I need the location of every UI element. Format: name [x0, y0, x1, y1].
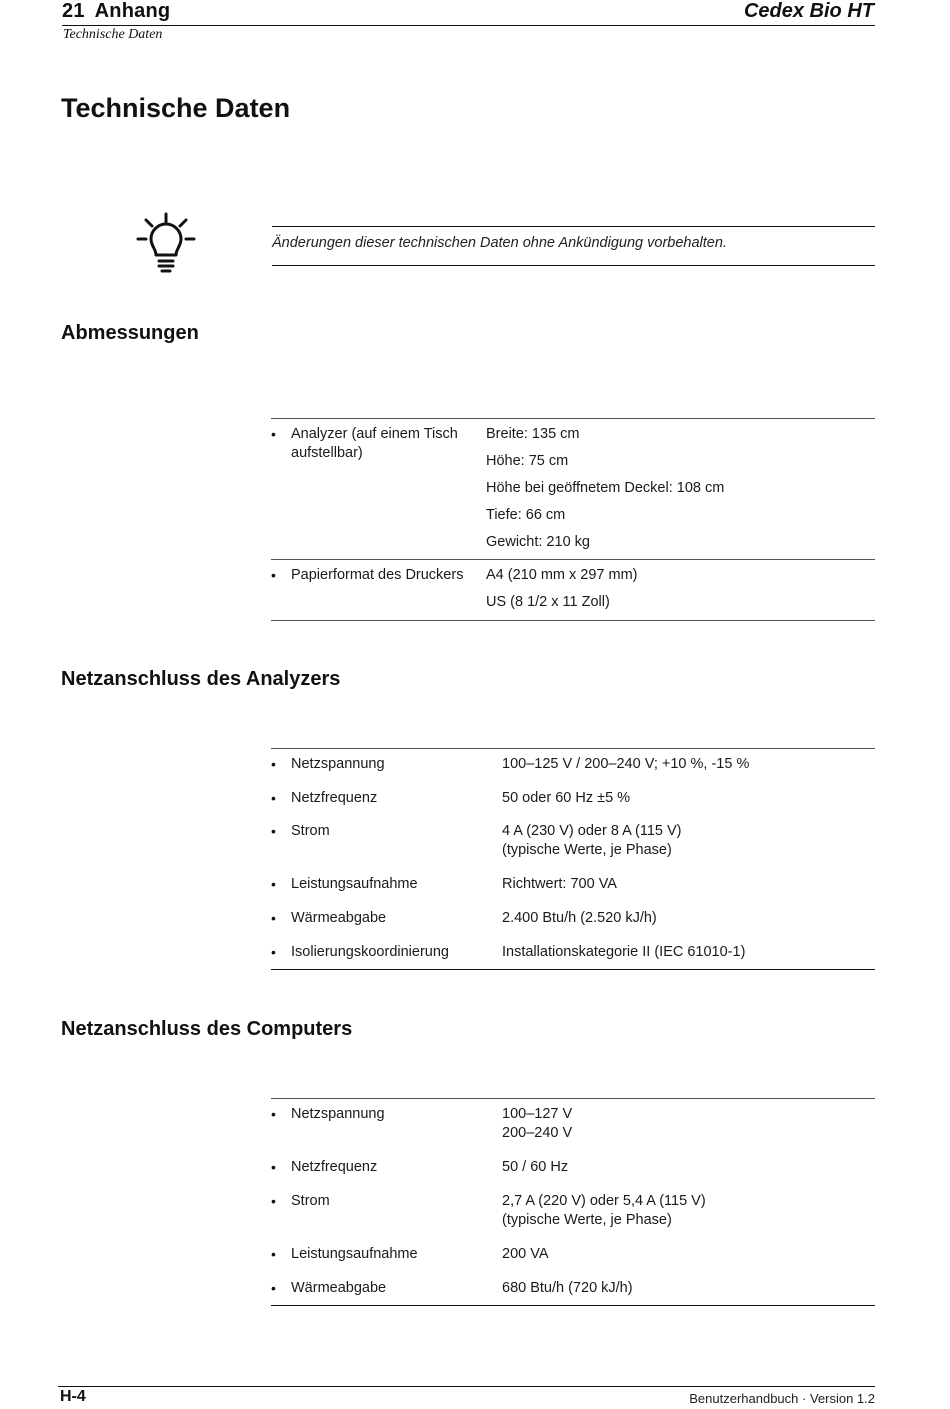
table-rule: [271, 620, 875, 621]
item-label-line: aufstellbar): [291, 445, 363, 461]
item-label: Leistungsaufnahme: [291, 876, 418, 892]
value-hoehe: Höhe: 75 cm: [486, 453, 569, 469]
bullet: •: [271, 426, 276, 442]
bullet: •: [271, 1280, 276, 1296]
item-label-line: Analyzer (auf einem Tisch: [291, 426, 458, 442]
item-label: Leistungsaufnahme: [291, 1246, 418, 1262]
item-label: Netzfrequenz: [291, 1159, 378, 1175]
item-label: Strom: [291, 1193, 330, 1209]
page-title: Technische Daten: [61, 93, 291, 123]
item-value: Richtwert: 700 VA: [502, 876, 617, 892]
item-value: 680 Btu/h (720 kJ/h): [502, 1280, 633, 1296]
item-value-note: (typische Werte, je Phase): [502, 1212, 672, 1228]
item-label: Netzspannung: [291, 1106, 385, 1122]
item-value: 4 A (230 V) oder 8 A (115 V): [502, 823, 682, 839]
item-value: 50 / 60 Hz: [502, 1159, 569, 1175]
bullet: •: [271, 790, 276, 806]
document-version: Benutzerhandbuch · Version 1.2: [689, 1391, 875, 1406]
item-label: Wärmeabgabe: [291, 1280, 387, 1296]
bullet: •: [271, 567, 276, 583]
value-paper-a4: A4 (210 mm x 297 mm): [486, 567, 638, 583]
heading-computer-power: Netzanschluss des Computers: [61, 1018, 353, 1040]
bullet: •: [271, 1193, 276, 1209]
table-rule: [271, 1098, 875, 1099]
item-value: 2.400 Btu/h (2.520 kJ/h): [502, 910, 657, 926]
chapter-number: 21: [62, 0, 85, 22]
item-value: 50 oder 60 Hz ±5 %: [502, 790, 631, 806]
note-text: Änderungen dieser technischen Daten ohne Ankündigung vorbehalten.: [272, 235, 727, 251]
item-value: Installationskategorie II (IEC 61010-1): [502, 944, 746, 960]
bullet: •: [271, 823, 276, 839]
bullet: •: [271, 756, 276, 772]
item-label: Netzfrequenz: [291, 790, 378, 806]
value-gewicht: Gewicht: 210 kg: [486, 534, 590, 550]
page-number: H-4: [60, 1388, 86, 1405]
note-rule-bottom: [272, 265, 875, 266]
table-rule: [271, 559, 875, 560]
item-label: Wärmeabgabe: [291, 910, 387, 926]
item-value: 100–127 V: [502, 1106, 573, 1122]
note-rule-top: [272, 226, 875, 227]
heading-abmessungen: Abmessungen: [61, 322, 199, 344]
table-rule: [271, 748, 875, 749]
footer-rule: [58, 1386, 875, 1387]
value-tiefe: Tiefe: 66 cm: [486, 507, 566, 523]
bullet: •: [271, 1106, 276, 1122]
bullet: •: [271, 1159, 276, 1175]
item-label-printer: Papierformat des Druckers: [291, 567, 464, 583]
bullet: •: [271, 910, 276, 926]
item-label: Isolierungskoordinierung: [291, 944, 449, 960]
chapter-title: Anhang: [94, 0, 171, 22]
value-breite: Breite: 135 cm: [486, 426, 580, 442]
table-rule: [271, 418, 875, 419]
table-rule: [271, 1305, 875, 1306]
heading-analyzer-power: Netzanschluss des Analyzers: [61, 668, 341, 690]
section-name: Technische Daten: [63, 27, 163, 42]
table-rule: [271, 969, 875, 970]
item-value-second: 200–240 V: [502, 1125, 573, 1141]
item-label-analyzer: [291, 425, 458, 463]
bullet: •: [271, 876, 276, 892]
item-value: 2,7 A (220 V) oder 5,4 A (115 V): [502, 1193, 706, 1209]
bullet: •: [271, 944, 276, 960]
item-value: 100–125 V / 200–240 V; +10 %, -15 %: [502, 756, 750, 772]
item-label: Strom: [291, 823, 330, 839]
item-label: Netzspannung: [291, 756, 385, 772]
bullet: •: [271, 1246, 276, 1262]
product-name: Cedex Bio HT: [743, 0, 874, 22]
value-hoehe-deckel: Höhe bei geöffnetem Deckel: 108 cm: [486, 480, 725, 496]
chapter-heading: [62, 0, 170, 23]
header-rule: [62, 25, 875, 26]
value-paper-us: US (8 1/2 x 11 Zoll): [486, 594, 610, 610]
lightbulb-icon: [134, 211, 198, 275]
item-value-note: (typische Werte, je Phase): [502, 842, 672, 858]
item-value: 200 VA: [502, 1246, 549, 1262]
